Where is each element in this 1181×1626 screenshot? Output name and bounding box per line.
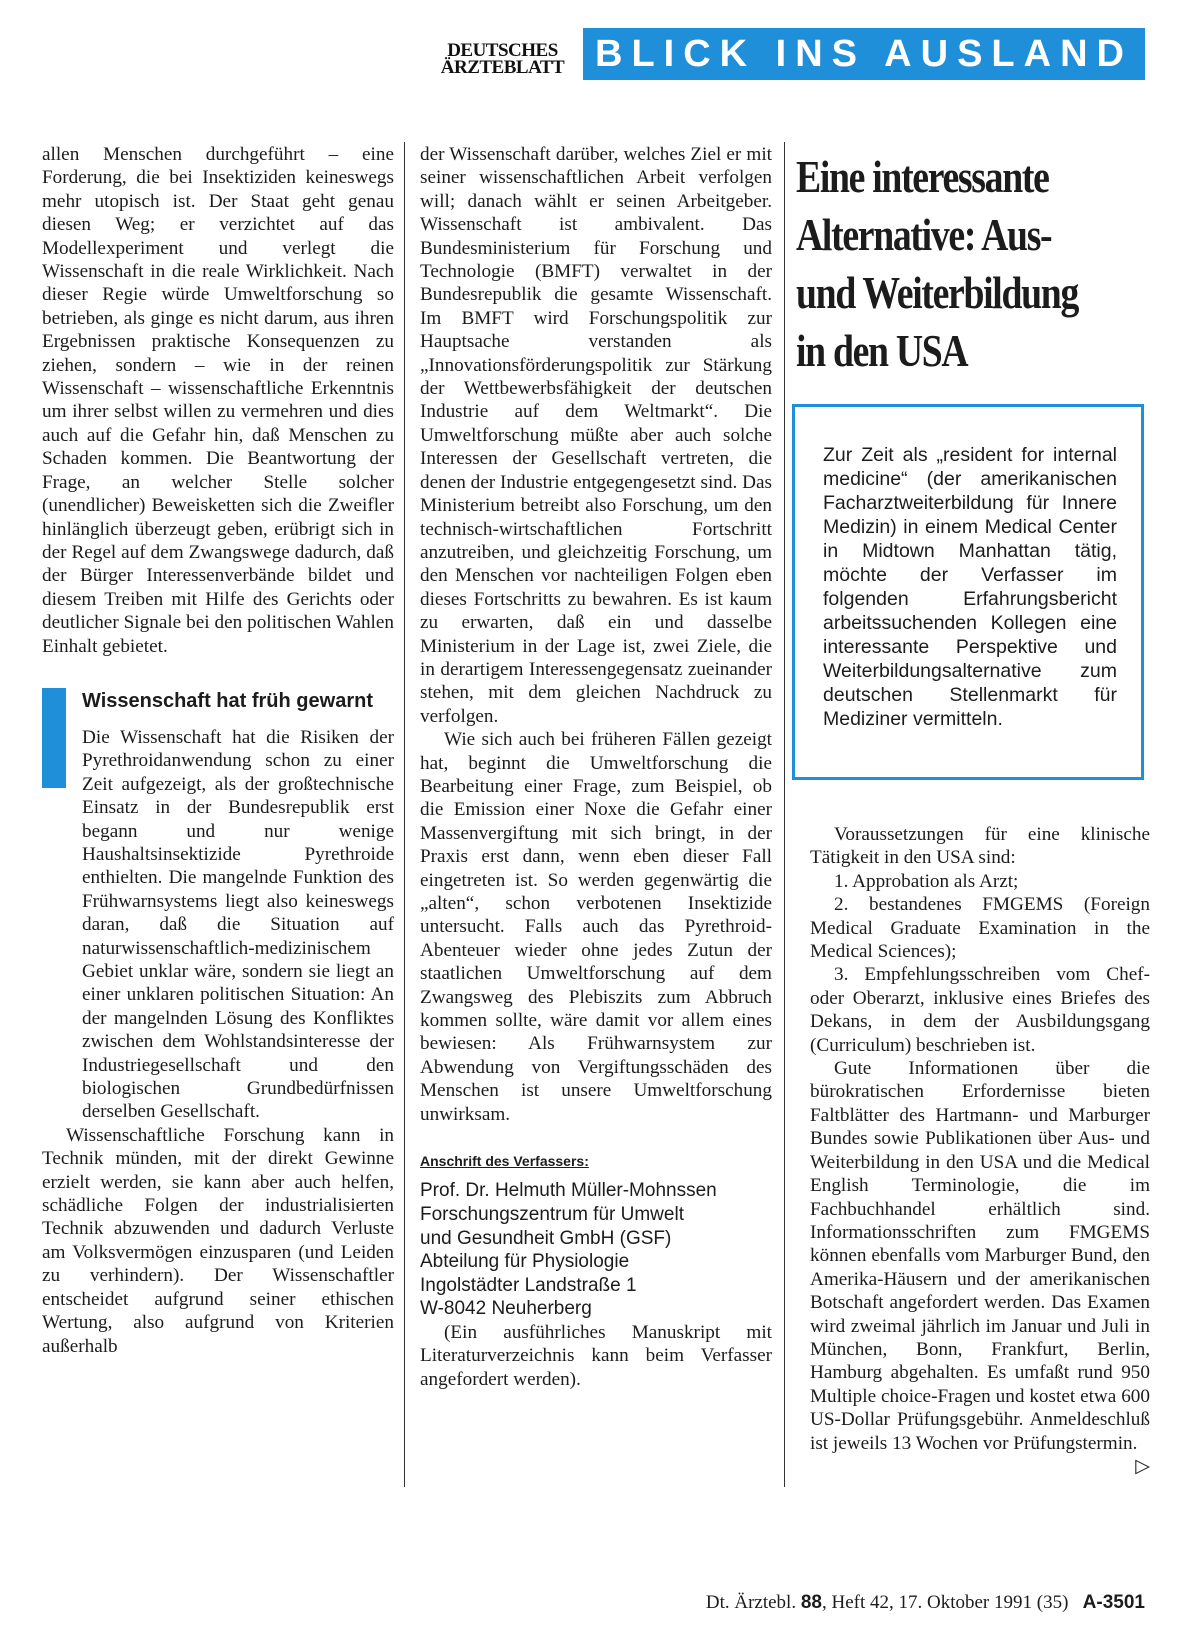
- masthead: [425, 28, 1145, 84]
- col3-paragraph-1: Voraussetzungen für eine klinische Tätigkeit in den USA sind:: [810, 824, 1150, 869]
- column-divider: [404, 142, 405, 1487]
- subsection: [42, 688, 394, 1124]
- section-banner: BLICK INS AUSLAND: [583, 28, 1145, 80]
- address-line: Forschungszentrum für Umwelt: [420, 1204, 684, 1226]
- address-line: und Gesundheit GmbH (GSF): [420, 1227, 672, 1249]
- address-line: W-8042 Neuherberg: [420, 1298, 592, 1320]
- address-line: Abteilung für Physiologie: [420, 1251, 630, 1273]
- requirement-item: 2. bestandenes FMGEMS (Foreign Medical Graduate Examination in the Medical Sciences);: [810, 894, 1150, 963]
- author-address: [420, 1179, 772, 1321]
- address-line: Ingolstädter Landstraße 1: [420, 1274, 637, 1296]
- title-line: Eine interessante: [796, 151, 1049, 202]
- footer-page-number: A-3501: [1082, 1592, 1145, 1613]
- col2-paragraph-1: der Wissenschaft darüber, welches Ziel er mit seiner wissenschaftlichen Arbeit verfolgen will; danach wählt er seinen Arbeitgeber. Wissenschaft ist ambivalent. Das Bundesministerium für Forschung und Technologie (BMFT) verwaltet in der Bundesrepublik die gesamte Wissenschaft. Im BMFT wird Forschungspolitik zur Hauptsache verstanden als „Innovationsförderungspolitik zur Stärkung der Wettbewerbsfähigkeit der deutschen Industrie auf dem Weltmarkt“. Die Umweltforschung müßte aber auch solche Interessen der Gesellschaft vertreten, die denen der Industrie entgegengesetzt sind. Das Ministerium betreibt also Forschung, um den technisch-wirtschaftlichen Fortschritt anzutreiben, und gleichzeitig Forschung, um den Menschen vor nachteiligen Folgen eben dieses Fortschritts zu bewahren. Es ist kaum zu erwarten, daß ein und dasselbe Ministerium in der Lage ist, zwei Ziele, die in derartigem Interessengegensatz zueinander stehen, mit dem gleichen Nachdruck zu verfolgen.: [420, 144, 772, 727]
- footer-volume: 88: [800, 1592, 822, 1613]
- journal-logo: [425, 42, 580, 76]
- subhead-accent-bar: [42, 688, 66, 788]
- page-footer: [600, 1592, 1145, 1614]
- column-2: [420, 143, 772, 1391]
- col3-paragraph-2: [810, 1057, 1150, 1477]
- address-line: Prof. Dr. Helmuth Müller-Mohnssen: [420, 1180, 717, 1202]
- col1-paragraph-2: Die Wissenschaft hat die Risiken der Pyrethroidanwendung schon zu einer Zeit aufgezeigt, als der großtechnische Einsatz in der Bundesrepublik erst begann und nur wenige Haushaltsinsektizide Pyrethroide enthielten. Die mangelnde Funktion des Frühwarnsystems liegt also keineswegs daran, daß die Situation auf naturwissenschaftlich-medizinischem Gebiet unklar wäre, sondern sie liegt an einer unklaren politischen Situation: An der mangelnden Lösung des Konfliktes zwischen dem Wohlstandsinteresse der Industriegesellschaft und den biologischen Grundbedürfnissen derselben Gesellschaft.: [82, 726, 394, 1123]
- logo-line-1: DEUTSCHES: [447, 40, 558, 61]
- continue-arrow-icon: ▷: [1135, 1455, 1150, 1477]
- col2-paragraph-2: Wie sich auch bei früheren Fällen gezeigt hat, beginnt die Umweltforschung die Bearbeitung einer Frage, zum Beispiel, ob die Emission einer Noxe die Gefahr einer Massenvergiftung mit sich bringt, in der Praxis erst dann, wenn eben dieser Fall eingetreten ist. So werden gegenwärtig die „alten“, schon verbotenen Insektizide untersucht. Falls auch das Pyrethroid-Abenteuer wieder ohne jedes Zutun der staatlichen Umweltforschung auf dem Zwangsweg des Plebiszits zum Abbruch kommen sollte, wäre damit vor allem eines bewiesen: Als Frühwarnsystem zur Abwendung von Vergiftungsschäden des Menschen ist unsere Umweltforschung unwirksam.: [420, 729, 772, 1125]
- column-3: [810, 823, 1150, 1478]
- author-address-heading: Anschrift des Verfassers:: [420, 1153, 589, 1170]
- logo-line-2: ÄRZTEBLATT: [440, 57, 565, 78]
- col1-paragraph-1: allen Menschen durchgeführt – eine Forderung, die bei Insektiziden keineswegs mehr utopisch ist. Der Staat geht genau diesen Weg; er verzichtet auf das Modellexperiment und verlegt die Wissenschaft in die reale Wirklichkeit. Nach dieser Regie würde Umweltforschung so betrieben, als ginge es nicht darum, aus ihren Ergebnissen praktische Konsequenzen zu ziehen, sondern – wie in der reinen Wissenschaft – wissenschaftliche Erkenntnis um ihrer selbst willen zu vermehren und dies auch auf die Gefahr hin, daß Menschen zu Schaden kommen. Die Beantwortung der Frage, an welcher Stelle solcher (unendlicher) Beweisketten sich die Zweifler hinlänglich überzeugt geben, erübrigt sich in der Regel auf dem Zwangswege dadurch, daß der Bürger Interessenverbände bildet und diesem Treiben mit Hilfe des Gerichts oder deutlicher Signale bei den politischen Wahlen Einhalt gebietet.: [42, 144, 394, 657]
- column-divider: [784, 142, 785, 1487]
- requirement-item: 3. Empfehlungsschreiben vom Chef- oder Oberarzt, inklusive eines Briefes des Dekans, in dem der Ausbildungsgang (Curriculum) beschrieben ist.: [810, 964, 1150, 1056]
- footer-journal: Dt. Ärztebl.: [705, 1592, 797, 1613]
- col3-paragraph-2-text: Gute Informationen über die bürokratischen Erfordernisse bieten Faltblätter des Hartmann- und Marburger Bundes sowie Publikationen über Aus- und Weiterbildung in den USA und die Medical English Terminologie, die im Fachbuchhandel erhältlich sind. Informationsschriften zum FMGEMS können ebenfalls vom Marburger Bund, den Amerika-Häusern und der amerikanischen Botschaft angefordert werden. Das Examen wird zweimal jährlich im Januar und Juli in München, Bonn, Frankfurt, Berlin, Hamburg abgehalten. Es umfaßt rund 950 Multiple choice-Fragen und kostet etwa 600 US-Dollar Prüfungsgebühr. Anmeldeschluß ist jeweils 13 Wochen vor Prüfungstermin.: [810, 1058, 1150, 1454]
- title-line: Alternative: Aus-: [796, 209, 1052, 260]
- lead-box: Zur Zeit als „resident for internal medicine“ (der amerikanischen Facharztweiterbildung für Innere Medizin) in einem Medical Center in Midtown Manhattan tätig, möchte der Verfasser im folgenden Erfahrungsbericht arbeitssuchenden Kollegen eine interessante Perspektive und Weiterbildungsalternative zum deutschen Stellenmarkt für Mediziner vermitteln.: [792, 404, 1144, 780]
- manuscript-note: (Ein ausführliches Manuskript mit Literaturverzeichnis kann beim Verfasser angefordert werden).: [420, 1322, 772, 1390]
- footer-issue: , Heft 42, 17. Oktober 1991 (35): [821, 1592, 1069, 1613]
- col1-paragraph-3: Wissenschaftliche Forschung kann in Technik münden, mit der direkt Gewinne erzielt werden, sie kann aber auch helfen, schädliche Folgen der industrialisierten Technik abzuwenden und dadurch Verluste am Volksvermögen einzusparen (und Leiden zu verhindern). Der Wissenschaftler entscheidet aufgrund seiner ethischen Wertung, also aufgrund von Kriterien außerhalb: [42, 1124, 394, 1357]
- subhead: Wissenschaft hat früh gewarnt: [82, 689, 373, 712]
- title-line: und Weiterbildung: [796, 267, 1079, 318]
- column-1: [42, 143, 394, 1358]
- requirement-item: 1. Approbation als Arzt;: [834, 870, 1019, 892]
- article-title: [796, 148, 1091, 380]
- title-line: in den USA: [796, 325, 968, 376]
